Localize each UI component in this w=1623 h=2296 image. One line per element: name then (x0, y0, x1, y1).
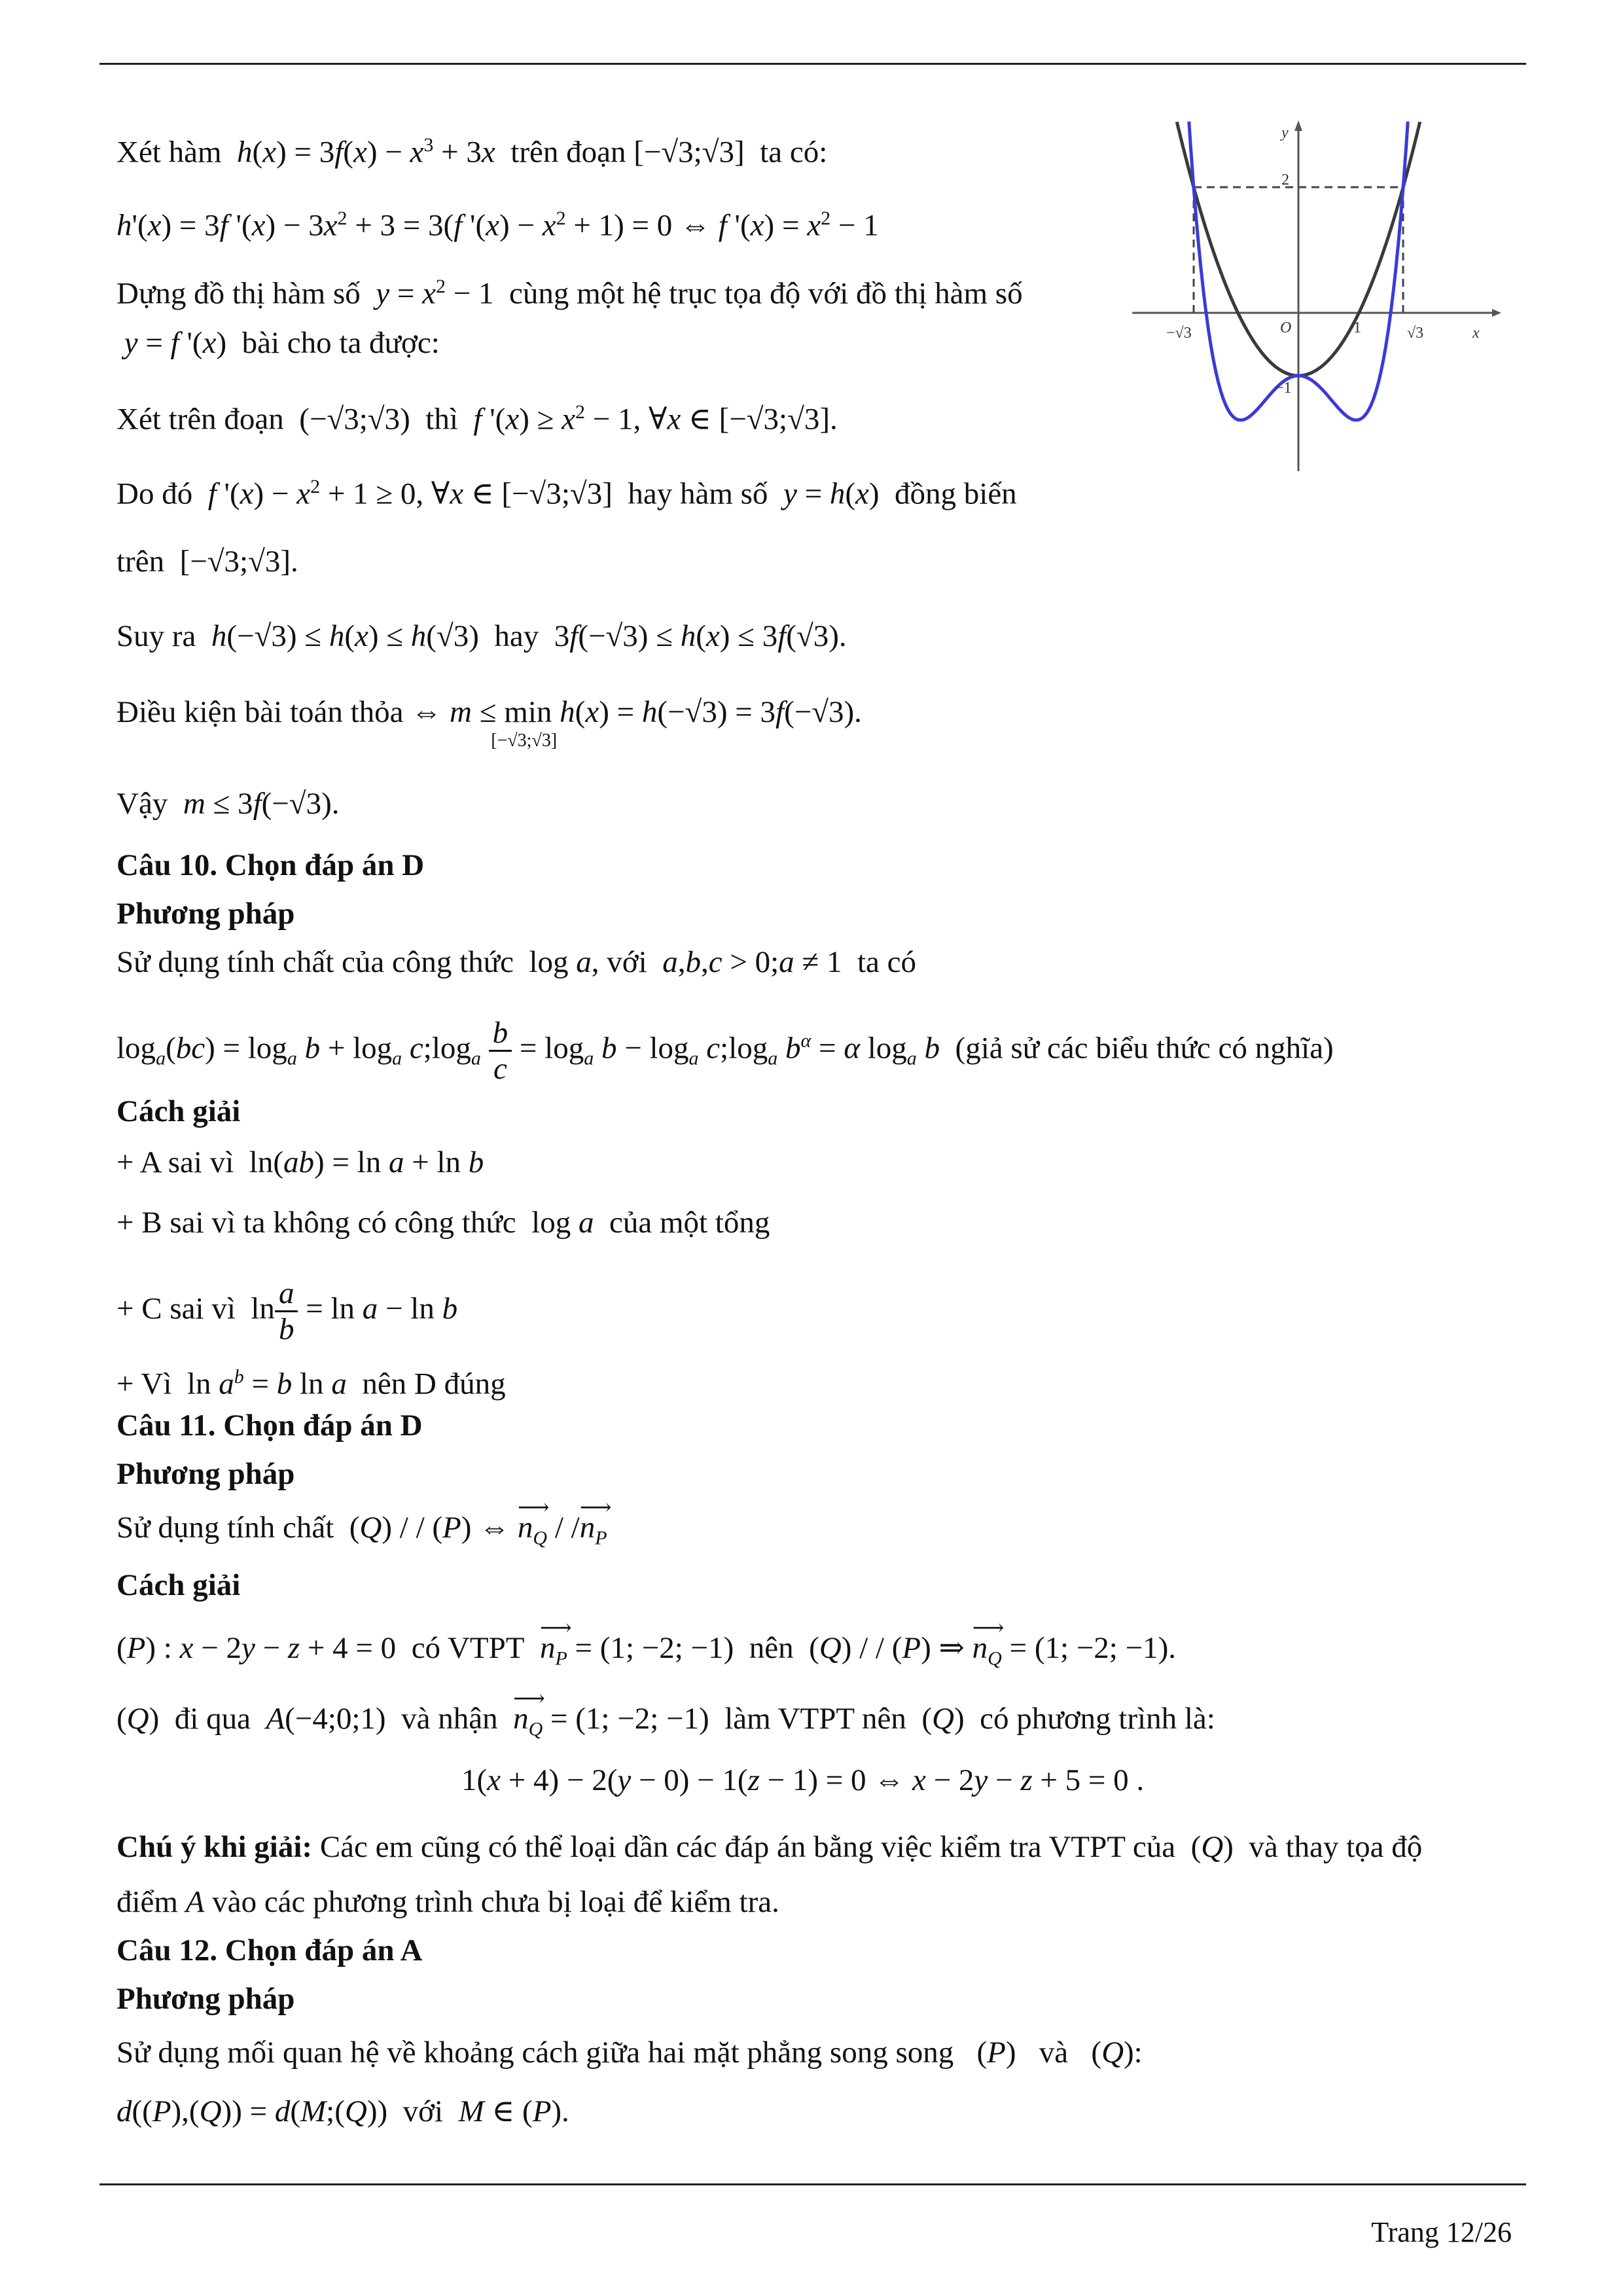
section-heading: Cách giải (116, 1094, 241, 1128)
text-line: + B sai vì ta không có công thức log a của một tổng (116, 1206, 770, 1240)
section-heading: Cách giải (116, 1568, 241, 1602)
question-title: Câu 11. Chọn đáp án D (116, 1408, 423, 1443)
text-line: Dựng đồ thị hàm số $y = x^2 - 1$ cùng một hệ trục tọa độ với đồ thị hàm số (116, 276, 1023, 311)
text-line: + C sai vì ln $\frac{a}{b}$ = ln a − ln b (116, 1276, 458, 1346)
y-axis-arrow (1294, 120, 1302, 131)
tick-label-neg-sqrt3: −√3 (1166, 325, 1192, 342)
section-heading: Phương pháp (116, 897, 295, 931)
question-title: Câu 10. Chọn đáp án D (116, 848, 425, 882)
text-line: trên [−√3;√3]. (116, 545, 298, 579)
section-heading: Phương pháp (116, 1457, 295, 1491)
tick-label-1: 1 (1353, 319, 1361, 336)
page-number: Trang 12/26 (1371, 2216, 1512, 2248)
text-line: Điều kiện bài toán thỏa ⇔ m ≤ min [−√3;√3] h(x) = h(−√3) = 3f(−√3). (116, 695, 862, 751)
text-line: (P) : x − 2y − z + 4 = 0 có VTPT ⟶ $n_P = (1$; −2; −1) nên (Q) / / (P) ⇒ ⟶ $n_Q = (1$; −2; −1). (116, 1628, 1176, 1678)
text-line: Sử dụng tính chất của công thức log a, với a,b,c > 0;a ≠ 1 ta có (116, 945, 916, 979)
text-line: Chú ý khi giải: Các em cũng có thể loại dần các đáp án bằng việc kiểm tra VTPT của (Q) và thay tọa độ (116, 1830, 1423, 1864)
text-line: + Vì $\ln a^b = b$ ln a nên D đúng (116, 1366, 506, 1401)
text-line: Xét trên đoạn (−√3;√3) thì f '$(x) \ge x^2 - 1$, ∀x ∈ [−√3;√3]. (116, 401, 838, 437)
text-line: Do đó f '$(x) - x^2 + 1 \ge 0$, ∀x ∈ [−√3;√3] hay hàm số y = h(x) đồng biến (116, 476, 1017, 511)
text-line: Suy ra h(−√3) ≤ h(x) ≤ h(√3) hay 3f(−√3) ≤ h(x) ≤ 3f(√3). (116, 619, 847, 653)
math-line: $\log_a(bc) = \log_a b + \log_a$ $c;\log_a$ $\frac{b}{c}$ = $\log_a b - \log_a$ $c;\log_a$ $b^\alpha = \alpha$ $\log_a b$ (giả sử các biểu thức có nghĩa) (116, 1016, 1334, 1086)
origin-label: O (1280, 319, 1292, 336)
section-heading: Phương pháp (116, 1982, 295, 2016)
question-title: Câu 12. Chọn đáp án A (116, 1933, 423, 1967)
math-line: h'(x) = 3f '$(x) - 3x^2 + 3 = 3(f$ '$(x) - x^2 + 1) = 0$ ⇔ f '$(x) = x^2 - 1$ (116, 207, 879, 243)
footer-rule (99, 2183, 1526, 2185)
text-line: điểm A vào các phương trình chưa bị loại để kiểm tra. (116, 1885, 779, 1919)
text-line: (Q) đi qua A(−4;0;1) và nhận ⟶ $n_Q = (1$; −2; −1) làm VTPT nên (Q) có phương trình là: (116, 1699, 1215, 1749)
text-line: Sử dụng tính chất (Q) / / (P) ⇔ ⟶ $n_Q$ / /⟶ $n_P$ (116, 1508, 607, 1558)
tick-label-sqrt3: √3 (1407, 325, 1424, 342)
text-line: y = f '(x) bài cho ta được: (124, 326, 440, 360)
text-line: d((P),(Q)) = d(M;(Q)) với M ∈ (P). (116, 2094, 569, 2128)
function-graph (1126, 118, 1505, 471)
text-line: Xét hàm $h(x) = 3f(x) - x^3 + 3x$ trên đoạn [−√3;√3] ta có: (116, 134, 828, 170)
tick-label-2: 2 (1281, 171, 1289, 188)
y-axis-label: y (1281, 124, 1289, 141)
header-rule (99, 63, 1526, 65)
tick-label-neg1: −1 (1275, 380, 1292, 397)
text-line: Sử dụng mối quan hệ về khoảng cách giữa hai mặt phẳng song song (P) và (Q): (116, 2036, 1143, 2070)
x-axis-arrow (1492, 309, 1501, 317)
equation: 1(x + 4) − 2(y − 0) − 1(z − 1) = 0 ⇔ x − 2y − z + 5 = 0 . (461, 1763, 1145, 1797)
text-line: + A sai vì ln(ab) = ln a + ln b (116, 1145, 484, 1179)
text-line: Vậy m ≤ 3f(−√3). (116, 787, 340, 821)
x-axis-label: x (1472, 325, 1480, 342)
